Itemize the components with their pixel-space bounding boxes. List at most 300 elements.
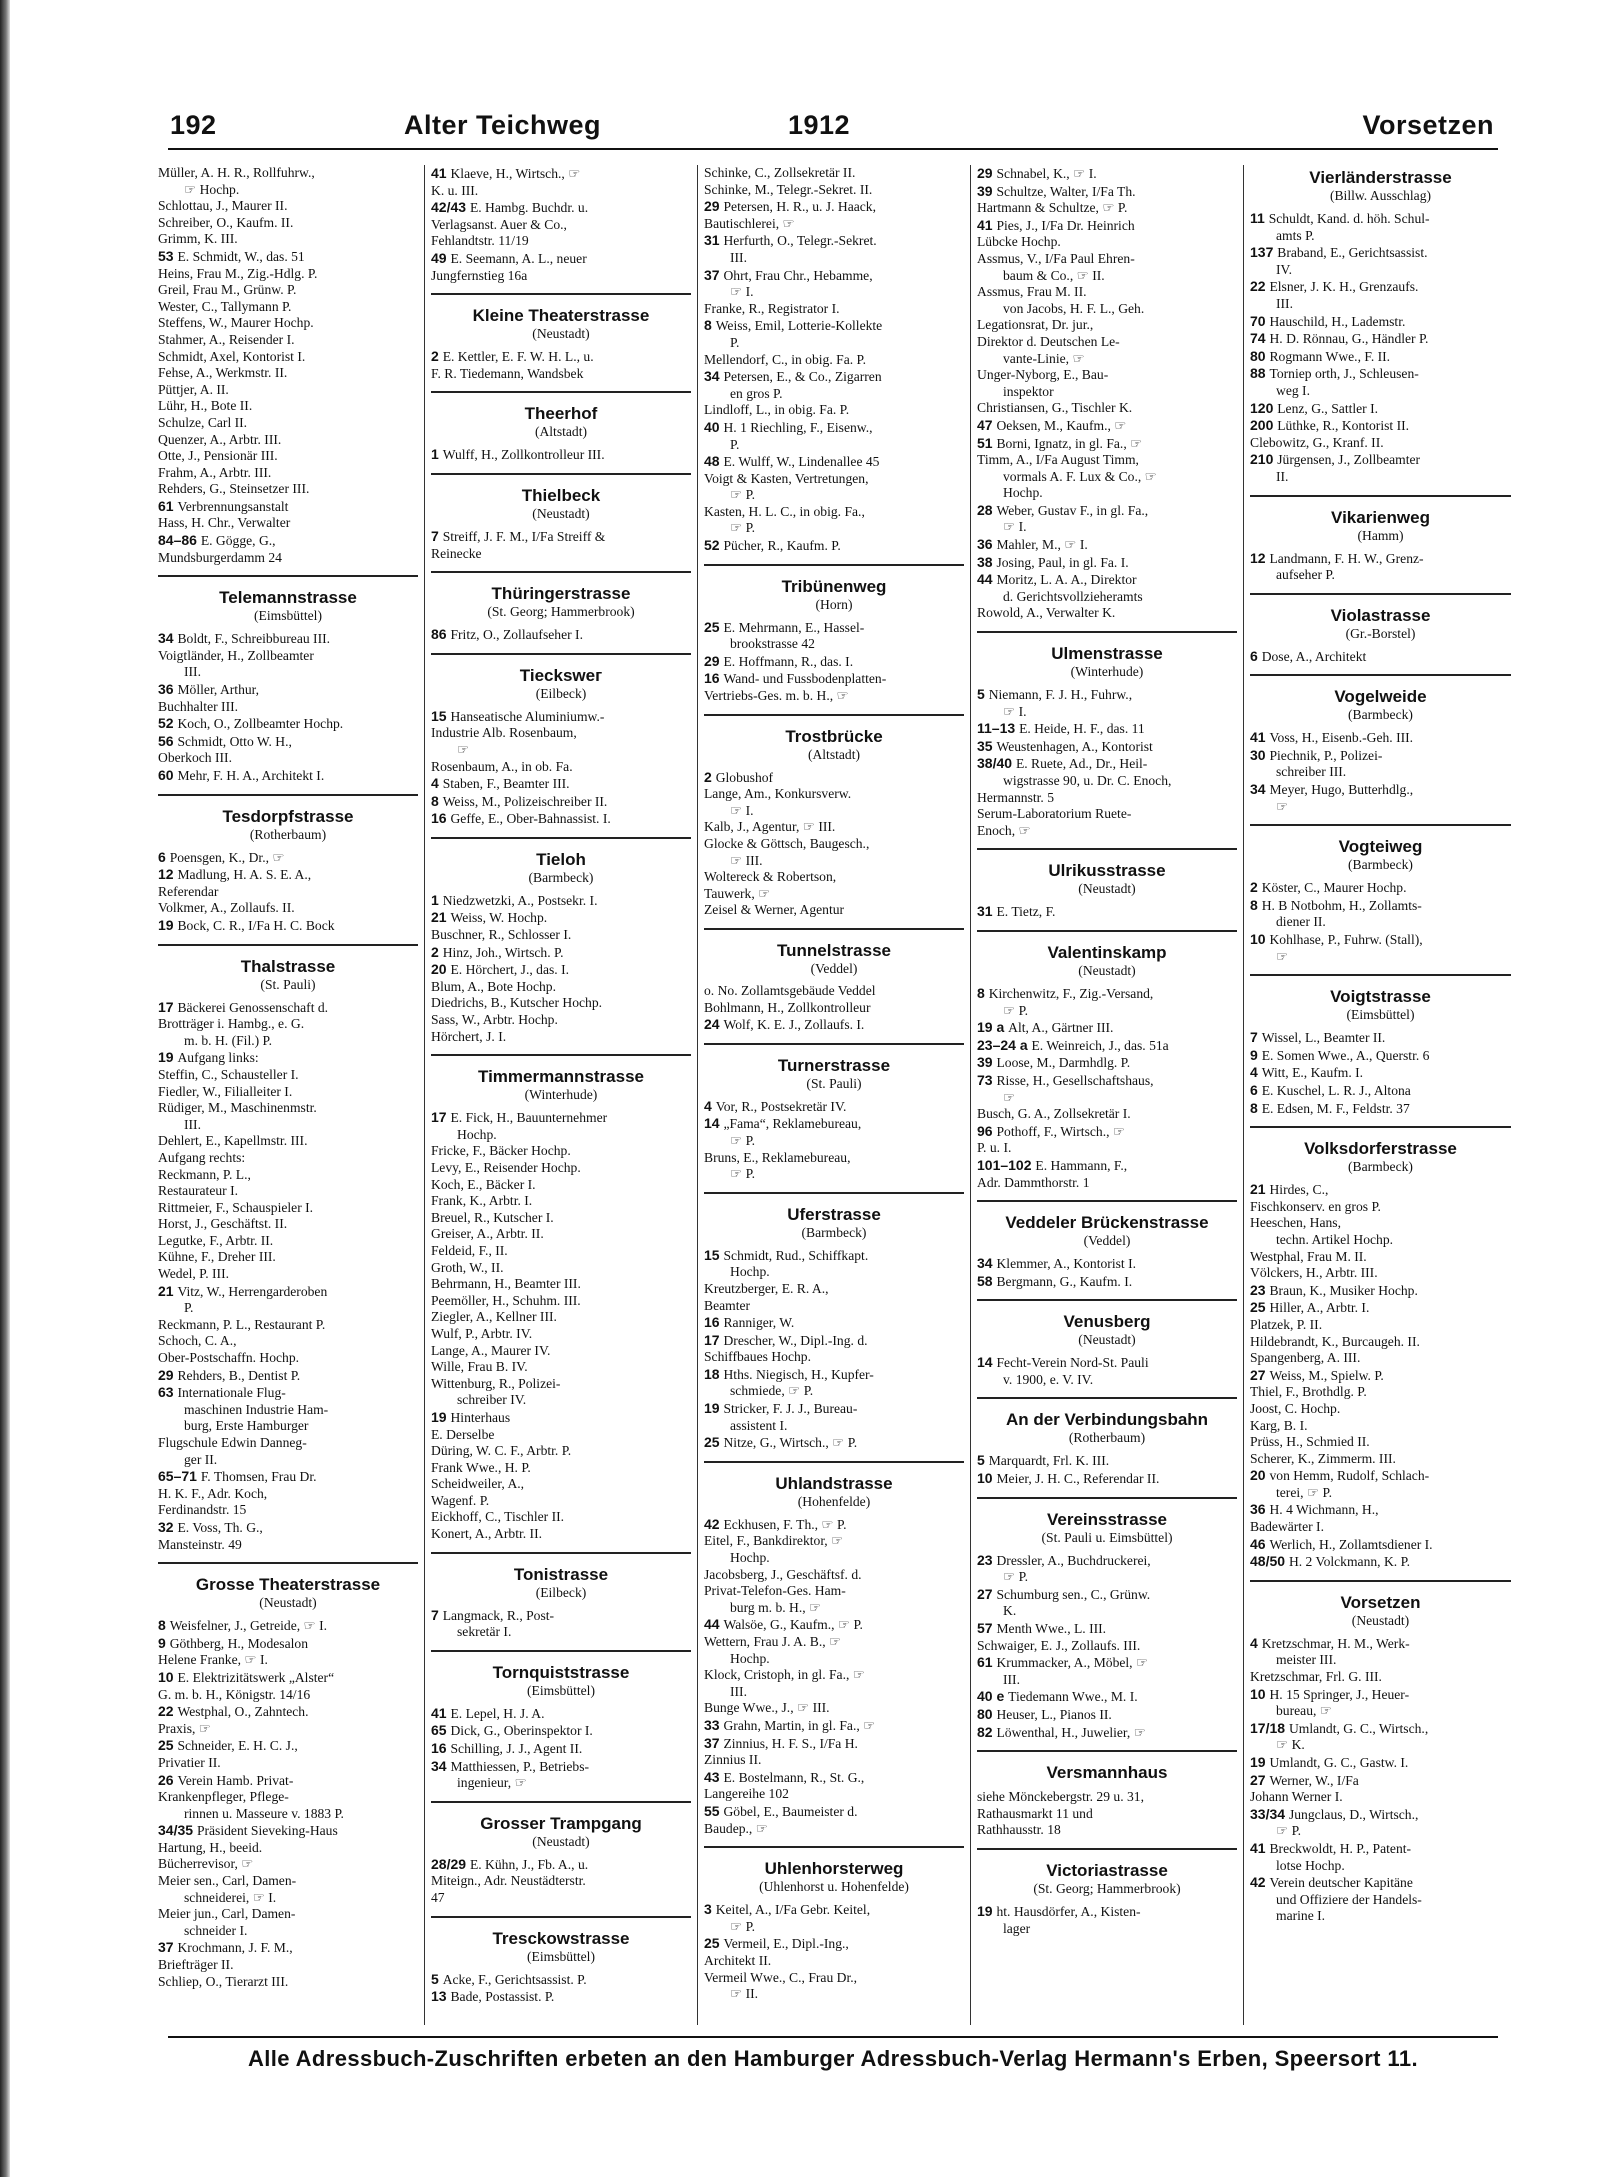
house-number: 44 <box>704 1616 724 1633</box>
directory-entry: III. <box>730 249 747 265</box>
directory-entry: Sass, W., Arbtr. Hochp. <box>431 1012 558 1028</box>
house-number: 82 <box>977 1723 997 1740</box>
directory-entry: Wulf, P., Arbtr. IV. <box>431 1325 533 1341</box>
street-name: Timmermannstrasse <box>478 1067 644 1087</box>
street-name: Ulrikusstrasse <box>1048 861 1166 881</box>
street-name: Tribünenweg <box>781 576 887 596</box>
directory-entry: Meier jun., Carl, Damen- <box>158 1906 296 1922</box>
house-number: 7 <box>431 1606 443 1623</box>
house-number: 2 <box>431 348 443 365</box>
directory-entry: Assmus, V., I/Fa Paul Ehren- <box>977 250 1135 266</box>
directory-entry: aufseher P. <box>1276 567 1335 583</box>
directory-entry: 7 Streiff, J. F. M., I/Fa Streiff & <box>431 527 606 544</box>
street-heading <box>1250 593 1511 642</box>
directory-entry: o. No. Zollamtsgebäude Veddel <box>704 982 876 998</box>
directory-entry: Steffens, W., Maurer Hochp. <box>158 315 314 331</box>
directory-entry: siehe Mönckebergstr. 29 u. 31, <box>977 1789 1145 1805</box>
house-number: 39 <box>977 182 997 199</box>
directory-entry: Ferdinandstr. 15 <box>158 1502 247 1518</box>
directory-entry: ☞ <box>457 741 470 757</box>
directory-entry: Blum, A., Bote Hochp. <box>431 978 556 994</box>
directory-entry: 58 Bergmann, G., Kaufm. I. <box>977 1272 1133 1289</box>
house-number: 96 <box>977 1122 997 1139</box>
directory-entry: 28 Weber, Gustav F., in gl. Fa., <box>977 501 1149 518</box>
directory-entry: terei, ☞ P. <box>1276 1484 1332 1500</box>
directory-entry: 137 Braband, E., Gerichtsassist. <box>1250 244 1428 261</box>
house-number: 34 <box>704 368 724 385</box>
street-name: Uhlandstrasse <box>775 1473 893 1493</box>
district-name: (St. Pauli) <box>260 976 316 992</box>
directory-entry: P. <box>730 334 740 350</box>
street-heading <box>1250 495 1511 544</box>
directory-entry: Flugschule Edwin Danneg- <box>158 1435 307 1450</box>
directory-entry: 20 E. Hörchert, J., das. I. <box>431 961 570 978</box>
directory-entry: diener II. <box>1276 914 1326 930</box>
directory-entry: Badewärter I. <box>1250 1519 1324 1535</box>
directory-entry: m. b. H. (Fil.) P. <box>184 1032 272 1048</box>
directory-entry: 57 Menth Wwe., L. III. <box>977 1620 1107 1637</box>
street-heading <box>431 1650 691 1699</box>
directory-entry: K. <box>1003 1603 1017 1619</box>
directory-entry: 10 H. 15 Springer, J., Heuer- <box>1250 1685 1410 1702</box>
directory-entry: ☞ P. <box>1003 1569 1029 1585</box>
directory-entry: 96 Pothoff, F., Wirtsch., ☞ <box>977 1122 1126 1139</box>
street-heading <box>704 1043 964 1092</box>
house-number: 27 <box>977 1585 997 1602</box>
directory-entry: 25 Nitze, G., Wirtsch., ☞ P. <box>704 1434 858 1451</box>
house-number: 18 <box>704 1365 724 1382</box>
directory-entry: 1 Niedzwetzki, A., Postsekr. I. <box>431 891 598 908</box>
directory-entry: burg, Erste Hamburger <box>184 1418 309 1434</box>
directory-entry: 16 Ranniger, W. <box>704 1314 795 1331</box>
street-heading <box>431 1916 691 1965</box>
directory-entry: 4 Witt, E., Kaufm. I. <box>1250 1064 1364 1081</box>
street-heading <box>158 794 418 843</box>
directory-entry: ☞ <box>1276 948 1289 964</box>
house-number: 47 <box>977 416 997 433</box>
house-number: 26 <box>158 1771 178 1788</box>
directory-entry: Legationsrat, Dr. jur., <box>977 317 1094 333</box>
directory-entry: Industrie Alb. Rosenbaum, <box>431 725 577 741</box>
directory-entry: ☞ II. <box>730 1986 759 2002</box>
street-name: Ulmenstrasse <box>1051 644 1163 664</box>
directory-entry: 37 Zinnius, H. F. S., I/Fa H. <box>704 1734 858 1751</box>
house-number: 44 <box>977 571 997 588</box>
district-name: (Eimsbüttel) <box>1346 1007 1415 1023</box>
district-name: (Eilbeck) <box>535 685 587 701</box>
directory-entry: bureau, ☞ <box>1276 1703 1332 1719</box>
house-number: 120 <box>1250 399 1278 416</box>
directory-entry: Westphal, Frau M. II. <box>1250 1248 1367 1264</box>
street-heading <box>1250 674 1511 723</box>
house-number: 36 <box>1250 1501 1270 1518</box>
district-name: (Veddel) <box>810 960 858 976</box>
directory-entry: 51 Borni, Ignatz, in gl. Fa., ☞ <box>977 434 1143 451</box>
street-name: Grosser Trampgang <box>480 1813 642 1833</box>
directory-entry: Fehlandtstr. 11/19 <box>431 233 529 249</box>
directory-entry: Schiffbaues Hochp. <box>704 1349 811 1365</box>
directory-entry: 4 Vor, R., Postsekretär IV. <box>704 1097 847 1114</box>
directory-entry: 31 E. Tietz, F. <box>977 903 1056 920</box>
directory-entry: 120 Lenz, G., Sattler I. <box>1250 399 1379 416</box>
directory-entry: 42 Eckhusen, F. Th., ☞ P. <box>704 1515 847 1532</box>
street-name: Thielbeck <box>521 485 601 505</box>
directory-entry: III. <box>1003 1671 1020 1687</box>
district-name: (Eimsbüttel) <box>527 1682 595 1698</box>
house-number: 61 <box>977 1654 997 1671</box>
directory-entry: Reckmann, P. L., Restaurant P. <box>158 1316 326 1332</box>
directory-entry: vormals A. F. Lux & Co., ☞ <box>1003 468 1157 484</box>
directory-entry: 29 Schnabel, K., ☞ I. <box>977 165 1097 181</box>
directory-entry: ger II. <box>184 1451 218 1467</box>
directory-entry: Greiser, A., Arbtr. II. <box>431 1226 544 1242</box>
street-name: Versmannhaus <box>1046 1763 1168 1783</box>
house-number: 16 <box>431 1740 451 1757</box>
directory-entry: Hartmann & Schultze, ☞ P. <box>977 200 1128 216</box>
directory-entry: Legutke, F., Arbtr. II. <box>158 1232 274 1248</box>
house-number: 8 <box>1250 1099 1262 1116</box>
street-name: Thalstrasse <box>240 956 336 976</box>
house-number: 30 <box>1250 746 1270 763</box>
directory-entry: 1 Wulff, H., Zollkontrolleur III. <box>431 446 605 463</box>
directory-entry: 48/50 H. 2 Volckmann, K. P. <box>1250 1553 1411 1570</box>
directory-entry: 41 Breckwoldt, H. P., Patent- <box>1250 1839 1412 1856</box>
directory-entry: 36 Möller, Arthur, <box>158 681 260 698</box>
directory-entry: Reckmann, P. L., <box>158 1166 251 1182</box>
directory-entry: 8 H. B Notbohm, H., Zollamts- <box>1250 896 1422 913</box>
directory-entry: K. u. III. <box>431 182 479 198</box>
street-name: Volksdorferstrasse <box>1304 1139 1457 1159</box>
directory-entry: 3 Keitel, A., I/Fa Gebr. Keitel, <box>704 1901 871 1918</box>
directory-entry: 23–24 a E. Weinreich, J., das. 51a <box>977 1036 1169 1053</box>
street-name: Trostbrücke <box>785 726 883 746</box>
directory-entry: Püttjer, A. II. <box>158 381 229 397</box>
directory-entry: 84–86 E. Gögge, G., <box>158 532 276 549</box>
house-number: 8 <box>977 984 989 1001</box>
directory-entry: 19 Hinterhaus <box>431 1408 511 1425</box>
directory-entry: Heeschen, Hans, <box>1250 1215 1341 1231</box>
directory-entry: ☞ P. <box>1003 1002 1029 1018</box>
directory-entry: Mundsburgerdamm 24 <box>158 549 282 565</box>
house-number: 42 <box>704 1515 724 1532</box>
directory-entry: Kühne, F., Dreher III. <box>158 1249 276 1265</box>
district-name: (St. Pauli u. Eimsbüttel) <box>1041 1529 1173 1545</box>
directory-entry: 41 E. Lepel, H. J. A. <box>431 1704 545 1721</box>
directory-entry: assistent I. <box>730 1417 788 1433</box>
directory-entry: Rosenbaum, A., in ob. Fa. <box>431 758 573 774</box>
directory-entry: 80 Rogmann Wwe., F. II. <box>1250 347 1391 364</box>
directory-entry: Enoch, ☞ <box>977 822 1031 838</box>
house-number: 17 <box>704 1331 724 1348</box>
directory-entry: Bunge Wwe., J., ☞ III. <box>704 1700 830 1716</box>
district-name: (Neustadt) <box>1078 962 1136 978</box>
street-heading <box>1250 165 1511 204</box>
house-number: 19 <box>977 1902 997 1919</box>
street-name: Vereinsstrasse <box>1046 1509 1168 1529</box>
directory-entry: 60 Mehr, F. H. A., Architekt I. <box>158 767 325 783</box>
house-number: 58 <box>977 1272 997 1289</box>
directory-entry: 4 Staben, F., Beamter III. <box>431 775 570 792</box>
directory-entry: II. <box>1276 468 1289 484</box>
house-number: 19 <box>1250 1754 1270 1770</box>
directory-entry: III. <box>184 664 201 680</box>
directory-entry: 16 Schilling, J. J., Agent II. <box>431 1740 583 1757</box>
house-number: 21 <box>1250 1181 1270 1198</box>
directory-entry: Assmus, Frau M. II. <box>977 284 1087 300</box>
publisher-footer: Alle Adressbuch-Zuschriften erbeten an den Hamburger Adressbuch-Verlag Hermann's Erben, Speersort 11. <box>168 2036 1498 2072</box>
house-number: 40 <box>704 418 724 435</box>
directory-entry: 6 E. Kuschel, L. R. J., Altona <box>1250 1082 1411 1098</box>
directory-entry: 41 Klaeve, H., Wirtsch., ☞ <box>431 165 581 181</box>
directory-entry: 43 E. Bostelmann, R., St. G., <box>704 1768 865 1785</box>
house-number: 13 <box>431 1988 451 2005</box>
directory-entry: 13 Bade, Postassist. P. <box>431 1988 555 2005</box>
house-number: 31 <box>704 232 724 249</box>
directory-entry: 61 Verbrennungsanstalt <box>158 497 289 514</box>
directory-entry: 44 Walsöe, G., Kaufm., ☞ P. <box>704 1616 863 1633</box>
house-number: 38/40 <box>977 755 1016 772</box>
street-heading <box>1250 824 1511 873</box>
house-number: 41 <box>1250 1839 1270 1856</box>
directory-entry: schneiderei, ☞ I. <box>184 1889 277 1905</box>
directory-entry: Wagenf. P. <box>431 1492 490 1508</box>
directory-entry: Behrmann, H., Beamter III. <box>431 1276 581 1292</box>
house-number: 63 <box>158 1384 178 1401</box>
district-name: (Neustadt) <box>1351 1612 1410 1628</box>
directory-entry: Hartung, H., beeid. <box>158 1839 263 1855</box>
directory-entry: Zeisel & Werner, Agentur <box>704 902 845 918</box>
house-number: 70 <box>1250 312 1270 329</box>
directory-entry: Frank, K., Arbtr. I. <box>431 1193 533 1209</box>
directory-entry: Helene Franke, ☞ I. <box>158 1652 268 1668</box>
directory-entry: 65 Dick, G., Oberinspektor I. <box>431 1722 593 1739</box>
directory-entry: Direktor d. Deutschen Le- <box>977 333 1120 349</box>
directory-entry: 34 Matthiessen, P., Betriebs- <box>431 1757 590 1774</box>
directory-entry: Heins, Frau M., Zig.-Hdlg. P. <box>158 265 318 281</box>
directory-entry: Karg, B. I. <box>1250 1417 1308 1433</box>
directory-entry: Stahmer, A., Reisender I. <box>158 331 295 347</box>
house-number: 5 <box>431 1970 443 1987</box>
house-number: 24 <box>704 1016 724 1033</box>
directory-entry: Johann Werner I. <box>1250 1789 1343 1805</box>
house-number: 1 <box>431 891 443 908</box>
directory-entry: ☞ I. <box>1003 519 1027 535</box>
directory-entry: Brotträger i. Hambg., e. G. <box>158 1016 305 1032</box>
house-number: 86 <box>431 626 451 643</box>
directory-entry: 6 Dose, A., Architekt <box>1250 647 1367 664</box>
column-3 <box>698 165 971 2025</box>
directory-entry: ☞ P. <box>730 520 756 536</box>
house-number: 23–24 a <box>977 1036 1032 1053</box>
directory-entry: III. <box>730 1683 747 1699</box>
directory-entry: Konert, A., Arbtr. II. <box>431 1526 542 1542</box>
house-number: 34/35 <box>158 1822 197 1839</box>
directory-entry: Hochp. <box>730 1650 770 1666</box>
directory-entry: P. <box>730 436 740 452</box>
district-name: (Winterhude) <box>524 1087 598 1103</box>
directory-entry: 17 Bäckerei Genossenschaft d. <box>158 998 329 1015</box>
directory-entry: 44 Moritz, L. A. A., Direktor <box>977 571 1137 588</box>
directory-entry: 101–102 E. Hammann, F., <box>977 1156 1128 1173</box>
directory-entry: 39 Schultze, Walter, I/Fa Th. <box>977 182 1136 199</box>
house-number: 20 <box>431 961 451 978</box>
page-header <box>168 108 1498 150</box>
directory-entry: Buchhalter III. <box>158 698 239 714</box>
directory-entry: lager <box>1003 1920 1031 1936</box>
column-1 <box>152 165 425 2025</box>
directory-entry: Verlagsanst. Auer & Co., <box>431 216 567 232</box>
house-number: 2 <box>704 768 716 785</box>
district-name: (Neustadt) <box>532 1833 590 1849</box>
house-number: 12 <box>158 866 178 883</box>
house-number: 25 <box>704 618 724 635</box>
directory-entry: 27 Schumburg sen., C., Grünw. <box>977 1585 1151 1602</box>
directory-entry: 11–13 E. Heide, H. F., das. 11 <box>977 720 1145 737</box>
directory-entry: 21 Weiss, W. Hochp. <box>431 909 548 926</box>
house-number: 42/43 <box>431 199 470 216</box>
directory-entry: Restaurateur I. <box>158 1183 239 1199</box>
directory-entry: ☞ P. <box>1276 1823 1302 1839</box>
house-number: 41 <box>431 1704 451 1721</box>
directory-entry: Unger-Nyborg, E., Bau- <box>977 367 1109 383</box>
directory-entry: 2 Globushof <box>704 768 774 785</box>
house-number: 57 <box>977 1620 997 1637</box>
directory-entry: 42 Verein deutscher Kapitäne <box>1250 1874 1413 1891</box>
house-number: 36 <box>158 681 178 698</box>
directory-entry: Vertriebs-Ges. m. b. H., ☞ <box>704 688 849 704</box>
house-number: 15 <box>704 1246 724 1263</box>
house-number: 65–71 <box>158 1468 201 1485</box>
house-number: 22 <box>158 1703 178 1720</box>
house-number: 25 <box>704 1935 724 1952</box>
house-number: 8 <box>704 317 716 334</box>
house-number: 48 <box>704 453 724 470</box>
house-number: 5 <box>977 1452 989 1469</box>
directory-entry: v. 1900, e. V. IV. <box>1003 1371 1094 1387</box>
directory-entry: Vermeil Wwe., C., Frau Dr., <box>704 1969 858 1985</box>
street-heading <box>977 930 1237 979</box>
street-heading <box>977 631 1237 680</box>
directory-entry: E. Derselbe <box>431 1426 495 1442</box>
directory-entry: 35 Weustenhagen, A., Kontorist <box>977 737 1153 754</box>
directory-entry: Adr. Dammthorstr. 1 <box>977 1174 1090 1190</box>
directory-entry: 29 Rehders, B., Dentist P. <box>158 1366 301 1383</box>
district-name: (Neustadt) <box>532 505 590 521</box>
directory-entry: 10 E. Elektrizitätswerk „Alster“ <box>158 1668 335 1685</box>
house-number: 74 <box>1250 330 1270 347</box>
directory-entry: 14 „Fama“, Reklamebureau, <box>704 1115 862 1132</box>
house-number: 210 <box>1250 451 1278 468</box>
directory-entry: 19 Umlandt, G. C., Gastw. I. <box>1250 1754 1409 1770</box>
house-number: 80 <box>1250 347 1270 364</box>
house-number: 25 <box>1250 1299 1270 1316</box>
directory-entry: III. <box>1276 295 1293 311</box>
directory-entry: Koch, E., Bäcker I. <box>431 1176 536 1192</box>
directory-entry: 28/29 E. Kühn, J., Fb. A., u. <box>431 1855 589 1872</box>
directory-entry: 22 Elsner, J. K. H., Grenzaufs. <box>1250 278 1419 295</box>
directory-entry: 15 Schmidt, Rud., Schiffkapt. <box>704 1246 869 1263</box>
house-number: 38 <box>977 553 997 570</box>
street-name: Thüringerstrasse <box>491 584 631 604</box>
directory-entry: Schoch, C. A., <box>158 1333 237 1349</box>
house-number: 17 <box>431 1109 451 1126</box>
house-number: 10 <box>1250 931 1270 948</box>
directory-entry: Rittmeier, F., Schauspieler I. <box>158 1199 314 1215</box>
directory-entry: schreiber IV. <box>457 1392 527 1408</box>
directory-entry: Lange, Am., Konkursverw. <box>704 786 852 802</box>
directory-entry: maschinen Industrie Ham- <box>184 1401 329 1417</box>
directory-entry: 16 Wand- und Fussbodenplatten- <box>704 670 887 687</box>
house-number: 7 <box>431 527 443 544</box>
house-number: 43 <box>704 1768 724 1785</box>
directory-entry: Levy, E., Reisender Hochp. <box>431 1160 581 1175</box>
directory-entry: Wille, Frau B. IV. <box>431 1359 528 1375</box>
house-number: 19 <box>158 916 178 933</box>
district-name: (Eimsbüttel) <box>527 1948 595 1964</box>
directory-entry: ☞ P. <box>730 1166 756 1182</box>
directory-entry: 33/34 Jungclaus, D., Wirtsch., <box>1250 1805 1419 1822</box>
house-number: 16 <box>704 1314 724 1331</box>
house-number: 65 <box>431 1722 451 1739</box>
directory-entry: 25 Hiller, A., Arbtr. I. <box>1250 1299 1370 1316</box>
directory-entry: burg m. b. H., ☞ <box>730 1599 822 1615</box>
house-number: 10 <box>1250 1685 1270 1702</box>
district-name: (Barmbeck) <box>801 1224 867 1240</box>
directory-entry: 34 Petersen, E., & Co., Zigarren <box>704 368 882 385</box>
street-name: Tornquiststrasse <box>492 1662 630 1682</box>
street-heading <box>431 653 691 702</box>
directory-entry: 36 Mahler, M., ☞ I. <box>977 536 1088 553</box>
directory-entry: Baudep., ☞ <box>704 1820 768 1836</box>
street-name: Tunnelstrasse <box>776 940 891 960</box>
street-name: Tresckowstrasse <box>492 1928 630 1948</box>
district-name: (Barmbeck) <box>1348 707 1413 723</box>
directory-entry: Langereihe 102 <box>704 1786 789 1802</box>
street-name: Vierländerstrasse <box>1309 168 1452 187</box>
directory-entry: 34 Meyer, Hugo, Butterhdlg., <box>1250 781 1414 798</box>
directory-entry: Steffin, C., Schausteller I. <box>158 1066 299 1082</box>
directory-entry: Lübcke Hochp. <box>977 234 1061 250</box>
page-number: 192 <box>170 110 217 140</box>
directory-entry: Düring, W. C. F., Arbtr. P. <box>431 1443 572 1459</box>
directory-entry: Oberkoch III. <box>158 750 232 766</box>
street-name: Vorsetzen <box>1340 1592 1421 1612</box>
directory-entry: Miteign., Adr. Neustädterstr. <box>431 1873 586 1889</box>
house-number: 2 <box>1250 879 1262 896</box>
directory-entry: Wettern, Frau J. A. B., ☞ <box>704 1634 842 1649</box>
house-number: 16 <box>704 670 724 687</box>
district-name: (St. Georg; Hammerbrook) <box>1033 1880 1181 1896</box>
directory-entry: Otte, J., Pensionär III. <box>158 448 278 464</box>
street-name: Violastrasse <box>1330 605 1431 625</box>
house-number: 42 <box>1250 1874 1270 1891</box>
directory-entry: von Jacobs, H. F. L., Geh. <box>1003 300 1145 316</box>
house-number: 39 <box>977 1054 997 1071</box>
district-name: (Hamm) <box>1357 527 1404 543</box>
column-4 <box>971 165 1244 2025</box>
directory-entry: Fricke, F., Bäcker Hochp. <box>431 1143 571 1159</box>
directory-entry: Bücherrevisor, ☞ <box>158 1856 254 1872</box>
directory-entry: ☞ <box>1003 1089 1016 1105</box>
directory-entry: F. R. Tiedemann, Wandsbek <box>431 365 584 381</box>
directory-entry: Wedel, P. III. <box>158 1266 230 1282</box>
street-name: Venusberg <box>1063 1312 1151 1332</box>
district-name: (Uhlenhorst u. Hohenfelde) <box>759 1879 909 1895</box>
directory-entry: Thiel, F., Brothdlg. P. <box>1250 1384 1367 1400</box>
directory-entry: Kreutzberger, E. R. A., <box>704 1280 829 1296</box>
house-number: 27 <box>1250 1366 1270 1383</box>
directory-entry: Privatier II. <box>158 1754 221 1770</box>
